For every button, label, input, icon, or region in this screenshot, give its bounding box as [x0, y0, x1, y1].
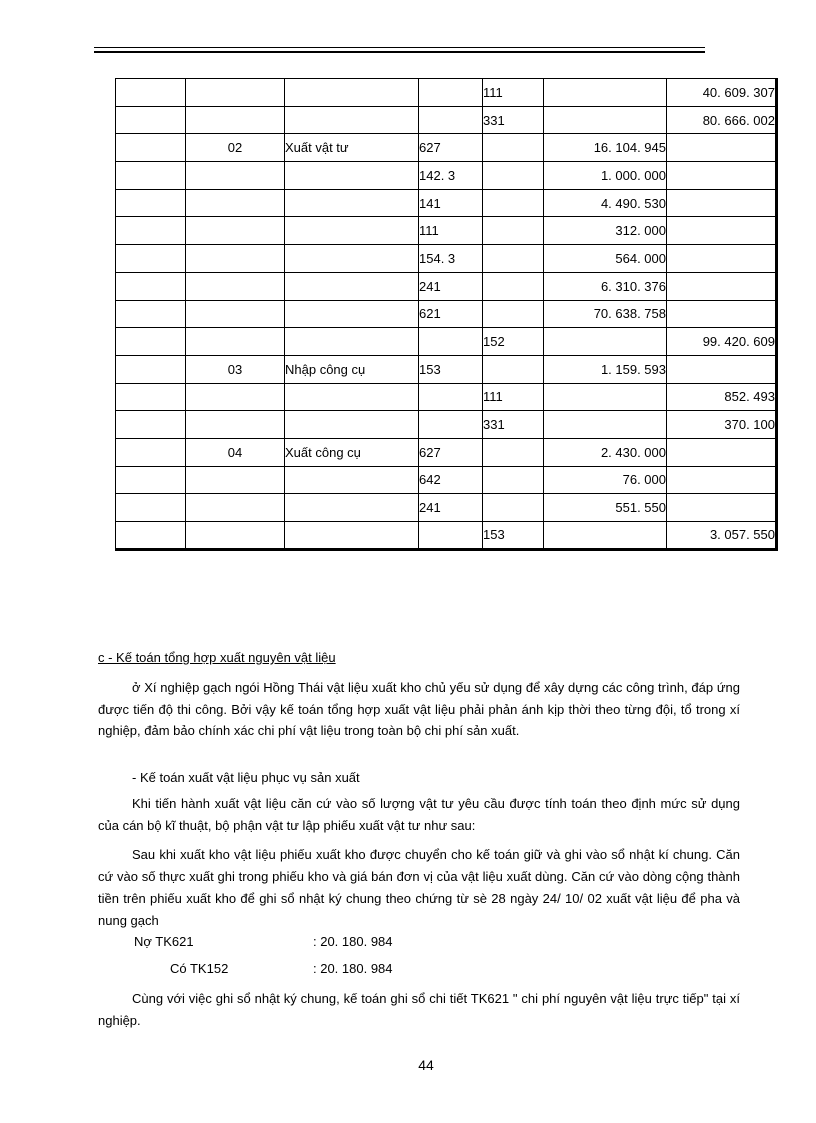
- cell-debit-amount: 551. 550: [544, 494, 667, 522]
- cell-debit-amount: 76. 000: [544, 466, 667, 494]
- header-rule-top: [94, 47, 705, 48]
- cell-credit-amount: [667, 272, 777, 300]
- cell-date: [116, 522, 186, 550]
- cell-description: [285, 162, 419, 190]
- cell-credit-account: [483, 162, 544, 190]
- cell-credit-account: [483, 438, 544, 466]
- cell-credit-amount: [667, 300, 777, 328]
- cell-description: Xuất công cụ: [285, 438, 419, 466]
- cell-debit-account: [419, 383, 483, 411]
- cell-debit-account: 642: [419, 466, 483, 494]
- cell-voucher-no: [186, 272, 285, 300]
- cell-credit-amount: [667, 134, 777, 162]
- cell-voucher-no: [186, 106, 285, 134]
- table-row: [116, 217, 777, 245]
- cell-debit-account: [419, 328, 483, 356]
- cell-debit-amount: [544, 411, 667, 439]
- cell-debit-account: 627: [419, 134, 483, 162]
- debit-account: Nợ TK621: [134, 934, 194, 949]
- cell-date: [116, 189, 186, 217]
- cell-debit-account: 142. 3: [419, 162, 483, 190]
- cell-voucher-no: 02: [186, 134, 285, 162]
- table-row: [116, 162, 777, 190]
- section-heading: c - Kế toán tổng hợp xuất nguyên vật liệu: [98, 650, 336, 665]
- cell-credit-account: [483, 355, 544, 383]
- cell-credit-account: [483, 189, 544, 217]
- cell-description: [285, 217, 419, 245]
- cell-voucher-no: [186, 411, 285, 439]
- credit-amount: : 20. 180. 984: [313, 961, 393, 976]
- cell-voucher-no: [186, 522, 285, 550]
- cell-credit-account: 111: [483, 79, 544, 107]
- cell-credit-account: [483, 245, 544, 273]
- table-row: [116, 411, 777, 439]
- cell-date: [116, 79, 186, 107]
- cell-credit-amount: 40. 609. 307: [667, 79, 777, 107]
- cell-debit-account: [419, 411, 483, 439]
- cell-voucher-no: [186, 328, 285, 356]
- cell-voucher-no: [186, 79, 285, 107]
- cell-date: [116, 300, 186, 328]
- table-row: [116, 106, 777, 134]
- cell-date: [116, 162, 186, 190]
- cell-debit-account: 621: [419, 300, 483, 328]
- cell-debit-account: 153: [419, 355, 483, 383]
- cell-debit-account: [419, 79, 483, 107]
- cell-description: [285, 272, 419, 300]
- cell-date: [116, 466, 186, 494]
- cell-debit-amount: 1. 000. 000: [544, 162, 667, 190]
- cell-debit-amount: 70. 638. 758: [544, 300, 667, 328]
- cell-credit-amount: [667, 245, 777, 273]
- paragraph-procedure: Khi tiến hành xuất vật liệu căn cứ vào số lượng vật tư yêu cầu được tính toán theo định mức sử dụng của cán bộ kĩ thuật, bộ phận vật tư lập phiếu xuất vật tư như sau:: [98, 796, 740, 833]
- table-row: [116, 79, 777, 107]
- cell-date: [116, 383, 186, 411]
- cell-credit-account: [483, 272, 544, 300]
- cell-description: Xuất vật tư: [285, 134, 419, 162]
- cell-credit-account: [483, 300, 544, 328]
- cell-debit-amount: [544, 106, 667, 134]
- table-row: [116, 328, 777, 356]
- table-row: [116, 494, 777, 522]
- cell-voucher-no: 03: [186, 355, 285, 383]
- cell-debit-account: 241: [419, 272, 483, 300]
- cell-voucher-no: [186, 494, 285, 522]
- cell-debit-amount: 1. 159. 593: [544, 355, 667, 383]
- cell-debit-amount: [544, 79, 667, 107]
- cell-credit-amount: 852. 493: [667, 383, 777, 411]
- cell-credit-amount: [667, 162, 777, 190]
- cell-voucher-no: [186, 162, 285, 190]
- table-row: [116, 438, 777, 466]
- cell-date: [116, 217, 186, 245]
- cell-credit-amount: [667, 355, 777, 383]
- cell-debit-account: 241: [419, 494, 483, 522]
- table-row: [116, 466, 777, 494]
- cell-voucher-no: [186, 383, 285, 411]
- cell-credit-account: 153: [483, 522, 544, 550]
- table-row: [116, 355, 777, 383]
- cell-debit-amount: [544, 328, 667, 356]
- cell-credit-account: 331: [483, 411, 544, 439]
- cell-credit-account: 111: [483, 383, 544, 411]
- cell-voucher-no: [186, 217, 285, 245]
- cell-date: [116, 355, 186, 383]
- cell-debit-account: 141: [419, 189, 483, 217]
- debit-amount: : 20. 180. 984: [313, 934, 393, 949]
- paragraph-subheading: - Kế toán xuất vật liệu phục vụ sản xuất: [132, 770, 360, 785]
- table-row: [116, 383, 777, 411]
- cell-date: [116, 245, 186, 273]
- cell-credit-account: 331: [483, 106, 544, 134]
- table-row: [116, 134, 777, 162]
- cell-debit-amount: 2. 430. 000: [544, 438, 667, 466]
- cell-debit-account: 627: [419, 438, 483, 466]
- table-row: [116, 245, 777, 273]
- cell-description: [285, 189, 419, 217]
- cell-description: [285, 300, 419, 328]
- cell-debit-amount: 16. 104. 945: [544, 134, 667, 162]
- cell-debit-amount: 564. 000: [544, 245, 667, 273]
- cell-description: [285, 522, 419, 550]
- table-row: [116, 272, 777, 300]
- cell-credit-account: [483, 134, 544, 162]
- cell-credit-account: [483, 217, 544, 245]
- cell-credit-amount: [667, 217, 777, 245]
- cell-description: Nhập công cụ: [285, 355, 419, 383]
- cell-debit-account: [419, 522, 483, 550]
- cell-voucher-no: [186, 466, 285, 494]
- cell-description: [285, 328, 419, 356]
- paragraph-ledger-detail: Cùng với việc ghi sổ nhật ký chung, kế toán ghi sổ chi tiết TK621 " chi phí nguyên vật liệu trực tiếp" tại xí nghiệp.: [98, 991, 740, 1028]
- cell-credit-amount: 80. 666. 002: [667, 106, 777, 134]
- cell-credit-amount: [667, 494, 777, 522]
- cell-date: [116, 438, 186, 466]
- cell-credit-amount: [667, 438, 777, 466]
- cell-date: [116, 106, 186, 134]
- cell-date: [116, 494, 186, 522]
- credit-account: Có TK152: [170, 961, 229, 976]
- cell-description: [285, 466, 419, 494]
- cell-credit-account: 152: [483, 328, 544, 356]
- cell-debit-amount: [544, 522, 667, 550]
- cell-credit-amount: [667, 189, 777, 217]
- cell-debit-amount: [544, 383, 667, 411]
- cell-debit-amount: 312. 000: [544, 217, 667, 245]
- cell-date: [116, 328, 186, 356]
- page-number: 44: [418, 1057, 434, 1073]
- cell-voucher-no: 04: [186, 438, 285, 466]
- cell-debit-account: 111: [419, 217, 483, 245]
- cell-voucher-no: [186, 189, 285, 217]
- cell-description: [285, 411, 419, 439]
- cell-credit-account: [483, 466, 544, 494]
- cell-description: [285, 383, 419, 411]
- cell-credit-amount: 370. 100: [667, 411, 777, 439]
- cell-description: [285, 79, 419, 107]
- cell-debit-account: [419, 106, 483, 134]
- cell-description: [285, 106, 419, 134]
- table-row: [116, 522, 777, 550]
- header-rule-bottom: [94, 51, 705, 53]
- cell-date: [116, 411, 186, 439]
- cell-credit-amount: [667, 466, 777, 494]
- cell-credit-account: [483, 494, 544, 522]
- cell-credit-amount: 3. 057. 550: [667, 522, 777, 550]
- cell-description: [285, 494, 419, 522]
- table-row: [116, 189, 777, 217]
- cell-credit-amount: 99. 420. 609: [667, 328, 777, 356]
- cell-voucher-no: [186, 300, 285, 328]
- cell-date: [116, 272, 186, 300]
- paragraph-journal: Sau khi xuất kho vật liệu phiếu xuất kho được chuyển cho kế toán giữ và ghi vào sổ nhật kí chung. Căn cứ vào số thực xuất ghi trong phiếu kho và giá bán đơn vị của vật liệu xuất dùng. Căn cứ vào dòng cộng thành tiền trên phiếu xuất kho để ghi sổ nhật ký chung theo chứng từ sè 28 ngày 24/ 10/ 02 xuất vật liệu để pha và nung gạch: [98, 847, 740, 928]
- cell-debit-amount: 6. 310. 376: [544, 272, 667, 300]
- paragraph-intro: ở Xí nghiệp gạch ngói Hồng Thái vật liệu xuất kho chủ yếu sử dụng để xây dựng các công trình, đáp ứng được tiến độ thi công. Bởi vậy kế toán tổng hợp xuất vật liệu phải phản ánh kịp thời theo từng đội, tổ trong xí nghiệp, đảm bảo chính xác chi phí vật liệu trong toàn bộ chi phí sản xuất.: [98, 680, 740, 738]
- cell-date: [116, 134, 186, 162]
- cell-description: [285, 245, 419, 273]
- ledger-table: [115, 78, 778, 551]
- cell-voucher-no: [186, 245, 285, 273]
- cell-debit-account: 154. 3: [419, 245, 483, 273]
- table-row: [116, 300, 777, 328]
- cell-debit-amount: 4. 490. 530: [544, 189, 667, 217]
